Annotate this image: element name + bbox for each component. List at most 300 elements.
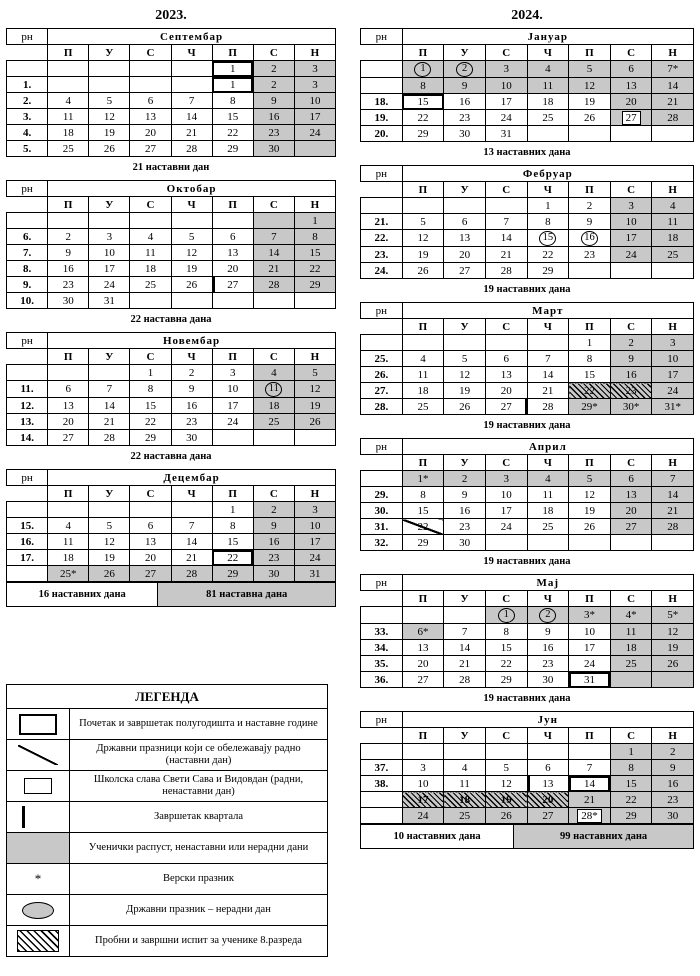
calendar-day-cell: 9 [569,214,611,230]
month-block [6,180,336,332]
calendar-day-cell: 21 [485,247,527,263]
weekday-header: Н [652,182,694,198]
calendar-day-cell: 14 [253,245,294,261]
calendar-day-cell: 2 [527,607,569,624]
calendar-day-cell: 3 [402,760,444,776]
calendar-day-cell: 1 [485,607,527,624]
calendar-day-cell: 17 [294,534,335,550]
calendar-day-cell: 8 [212,93,253,109]
legend-symbol [7,709,70,739]
calendar-day-cell: 1 [130,365,171,381]
calendar-day-cell: 27 [610,110,652,126]
calendar-day-cell [48,61,89,77]
calendar-day-cell: 5* [652,607,694,624]
calendar-day-cell: 30 [652,808,694,824]
week-number: 11. [7,381,48,398]
weekday-header: П [212,349,253,365]
calendar-day-cell: 4 [402,351,444,367]
week-number [361,607,403,624]
calendar-day-cell [212,293,253,309]
calendar-day-cell: 19 [569,94,611,110]
right-months-container [360,28,694,824]
weekday-header: С [485,455,527,471]
calendar-day-cell: 15 [402,503,444,519]
calendar-day-cell: 5 [294,365,335,381]
calendar-day-cell: 9 [652,760,694,776]
calendar-day-cell: 6* [402,624,444,640]
calendar-day-cell [610,535,652,551]
weekday-header: У [89,197,130,213]
week-number: 25. [361,351,403,367]
calendar-day-cell: 13 [48,398,89,414]
calendar-day-cell: 24 [212,414,253,430]
calendar-day-cell: 12 [89,534,130,550]
calendar-day-cell [294,430,335,446]
week-number: 27. [361,383,403,399]
table-row [361,624,694,640]
calendar-day-cell: 1 [610,744,652,760]
week-col-header: рн [7,470,48,486]
calendar-day-cell: 27 [130,141,171,157]
week-number: 31. [361,519,403,535]
weekday-header: У [444,455,486,471]
week-number [361,744,403,760]
calendar-day-cell [652,263,694,279]
calendar-day-cell: 12 [171,245,212,261]
calendar-day-cell: 1 [402,61,444,78]
calendar-day-cell: 22 [294,261,335,277]
month-table [360,438,694,551]
month-name: Новембар [48,333,336,349]
calendar-day-cell [212,430,253,446]
calendar-day-cell: 13 [130,534,171,550]
weekday-header: Н [652,455,694,471]
calendar-day-cell: 31 [89,293,130,309]
weekday-header: П [212,197,253,213]
calendar-day-cell: 21 [569,792,611,808]
table-row [7,550,336,566]
calendar-day-cell [212,213,253,229]
weekday-header: П [402,728,444,744]
table-row [7,398,336,414]
month-note: 19 наставних дана [483,284,571,295]
calendar-day-cell: 13 [402,640,444,656]
calendar-day-cell: 17 [652,367,694,383]
spacer-cell [361,455,403,471]
weekday-header: У [444,319,486,335]
week-number: 7. [7,245,48,261]
legend-symbol [7,926,70,956]
calendar-day-cell: 25 [527,519,569,535]
week-number: 26. [361,367,403,383]
month-note: 19 наставних дана [483,693,571,704]
weekday-header: У [89,349,130,365]
week-number [7,365,48,381]
spacer-cell [7,45,48,61]
table-row [361,744,694,760]
weekday-header: Ч [527,182,569,198]
month-table [360,574,694,688]
calendar-day-cell [171,61,212,77]
calendar-day-cell: 11 [130,245,171,261]
table-row [7,518,336,534]
table-row [361,383,694,399]
calendar-day-cell: 16 [171,398,212,414]
calendar-day-cell: 18 [253,398,294,414]
calendar-day-cell: 30 [444,126,486,142]
table-row [7,141,336,157]
right-total-first: 10 наставних дана [360,824,514,849]
table-row [361,776,694,792]
weekday-header: С [610,591,652,607]
calendar-day-cell: 4 [527,471,569,487]
calendar-day-cell: 5 [171,229,212,245]
table-row [7,430,336,446]
month-note: 19 наставних дана [483,556,571,567]
calendar-day-cell [171,502,212,518]
table-row [7,414,336,430]
month-name: Јануар [402,29,693,45]
calendar-day-cell: 7 [253,229,294,245]
weekday-header: Н [294,486,335,502]
calendar-day-cell: 21 [444,656,486,672]
calendar-day-cell [652,126,694,142]
calendar-day-cell: 19 [444,383,486,399]
calendar-day-cell: 28 [485,263,527,279]
week-number: 34. [361,640,403,656]
calendar-day-cell: 15 [402,94,444,110]
table-row [7,245,336,261]
calendar-day-cell: 8 [610,760,652,776]
table-row [361,399,694,415]
spacer-cell [361,45,403,61]
calendar-day-cell: 14 [527,367,569,383]
left-totals-row [6,582,336,607]
calendar-day-cell: 12 [569,487,611,503]
calendar-day-cell: 18 [652,230,694,247]
calendar-day-cell: 25 [48,141,89,157]
week-number: 8. [7,261,48,277]
legend-text: Државни празници који се обележавају радно (наставни дан) [96,743,301,767]
calendar-day-cell: 3 [610,198,652,214]
table-row [361,656,694,672]
table-row [7,277,336,293]
week-number: 9. [7,277,48,293]
calendar-day-cell: 11 [444,776,486,792]
calendar-day-cell: 6 [485,351,527,367]
week-number: 21. [361,214,403,230]
calendar-day-cell: 16 [253,109,294,125]
calendar-day-cell: 27 [48,430,89,446]
calendar-day-cell: 10 [610,214,652,230]
calendar-day-cell: 20 [48,414,89,430]
calendar-day-cell: 25 [253,414,294,430]
spacer-cell [361,319,403,335]
weekday-header: С [485,319,527,335]
calendar-day-cell: 26 [569,110,611,126]
table-row [361,351,694,367]
calendar-day-cell [444,335,486,351]
calendar-day-cell: 6 [610,471,652,487]
month-name: Мај [402,575,693,591]
calendar-day-cell: 18 [48,550,89,566]
calendar-day-cell: 21 [253,261,294,277]
weekday-header: Н [652,45,694,61]
calendar-day-cell: 19 [171,261,212,277]
calendar-day-cell: 31 [569,672,611,688]
calendar-day-cell: 1 [569,335,611,351]
week-number: 28. [361,399,403,415]
calendar-day-cell: 30 [444,535,486,551]
calendar-day-cell: 25 [527,110,569,126]
legend-item [7,926,327,956]
calendar-day-cell: 7 [485,214,527,230]
calendar-day-cell: 19 [89,550,130,566]
calendar-day-cell: 10 [485,487,527,503]
week-col-header: рн [7,29,48,45]
calendar-day-cell: 8 [212,518,253,534]
calendar-day-cell: 3 [212,365,253,381]
calendar-day-cell: 11 [48,109,89,125]
legend-item [7,864,327,895]
calendar-day-cell: 7 [444,624,486,640]
weekday-header: П [48,45,89,61]
weekday-header: С [253,45,294,61]
week-number: 6. [7,229,48,245]
calendar-day-cell: 5 [402,214,444,230]
spacer-cell [361,591,403,607]
calendar-day-cell: 9 [48,245,89,261]
calendar-day-cell [402,198,444,214]
month-note: 22 наставна дана [130,314,212,325]
weekday-header: С [610,319,652,335]
calendar-day-cell: 7 [652,471,694,487]
spacer-cell [7,486,48,502]
calendar-day-cell [130,77,171,93]
weekday-header: Н [652,319,694,335]
week-number: 16. [7,534,48,550]
calendar-day-cell: 31 [485,126,527,142]
calendar-day-cell: 13 [485,367,527,383]
legend-item [7,709,327,740]
calendar-day-cell [652,672,694,688]
week-number: 5. [7,141,48,157]
weekday-header: С [253,197,294,213]
month-block [6,28,336,180]
calendar-day-cell: 5 [569,471,611,487]
calendar-day-cell: 16 [48,261,89,277]
calendar-day-cell: 28 [89,430,130,446]
weekday-header: Ч [527,319,569,335]
calendar-day-cell: 26 [171,277,212,293]
right-totals-row [360,824,694,849]
calendar-day-cell: 7 [89,381,130,398]
month-table [360,165,694,279]
calendar-day-cell [485,335,527,351]
calendar-day-cell: 6 [444,214,486,230]
table-row [361,672,694,688]
week-number: 24. [361,263,403,279]
calendar-day-cell: 14 [171,534,212,550]
table-row [361,335,694,351]
calendar-day-cell: 10 [485,78,527,94]
month-block [360,165,694,302]
calendar-day-cell: 25 [130,277,171,293]
calendar-day-cell: 20 [610,503,652,519]
month-block [6,469,336,582]
weekday-header: Ч [171,349,212,365]
calendar-day-cell: 17 [610,230,652,247]
calendar-day-cell: 17 [294,109,335,125]
weekday-header: С [610,455,652,471]
table-row [7,502,336,518]
calendar-day-cell: 19 [402,247,444,263]
calendar-day-cell: 15 [130,398,171,414]
weekday-header: С [130,45,171,61]
calendar-day-cell: 1 [212,502,253,518]
calendar-day-cell: 2 [610,335,652,351]
calendar-day-cell [253,213,294,229]
calendar-day-cell: 20 [485,383,527,399]
calendar-day-cell: 10 [89,245,130,261]
table-row [361,487,694,503]
weekday-header: С [130,349,171,365]
calendar-day-cell: 22 [527,247,569,263]
week-number: 23. [361,247,403,263]
table-row [7,261,336,277]
calendar-day-cell: 2 [253,502,294,518]
calendar-day-cell: 14 [171,109,212,125]
diagonal-line-icon [18,745,58,765]
table-row [7,93,336,109]
week-number [361,61,403,78]
week-number: 10. [7,293,48,309]
weekday-header: У [89,486,130,502]
calendar-day-cell: 8 [569,351,611,367]
calendar-day-cell: 24 [294,550,335,566]
calendar-day-cell [89,502,130,518]
spacer-cell [361,182,403,198]
right-total-second: 99 наставних дана [514,824,694,849]
calendar-day-cell [444,607,486,624]
weekday-header: П [569,728,611,744]
calendar-day-cell [130,61,171,77]
calendar-day-cell: 7 [527,351,569,367]
calendar-day-cell: 11 [652,214,694,230]
weekday-header: П [402,45,444,61]
calendar-day-cell: 2 [48,229,89,245]
calendar-day-cell: 17 [212,398,253,414]
calendar-day-cell: 24 [485,110,527,126]
week-number: 2. [7,93,48,109]
calendar-day-cell [253,293,294,309]
calendar-day-cell: 30 [48,293,89,309]
legend-item [7,833,327,864]
month-name: Јун [402,712,693,728]
calendar-day-cell: 29 [527,263,569,279]
calendar-day-cell: 11 [527,487,569,503]
calendar-day-cell: 30 [253,566,294,582]
calendar-day-cell: 27 [527,808,569,824]
month-name: Септембар [48,29,336,45]
calendar-day-cell [485,198,527,214]
table-row [7,381,336,398]
week-col-header: рн [361,575,403,591]
weekday-header: Н [652,591,694,607]
weekday-header: П [48,486,89,502]
weekday-header: С [130,486,171,502]
quarter-bar-icon [22,806,55,828]
weekday-header: П [402,182,444,198]
month-table [360,28,694,142]
calendar-day-cell: 5 [569,61,611,78]
calendar-day-cell: 22 [485,656,527,672]
month-name: Децембар [48,470,336,486]
calendar-day-cell: 11 [402,367,444,383]
calendar-day-cell [402,335,444,351]
calendar-day-cell: 10 [652,351,694,367]
weekday-header: У [444,182,486,198]
calendar-day-cell: 13 [444,230,486,247]
calendar-day-cell [569,535,611,551]
week-number: 3. [7,109,48,125]
calendar-day-cell: 4 [48,518,89,534]
calendar-day-cell [89,365,130,381]
calendar-day-cell: 16 [444,503,486,519]
calendar-day-cell: 5 [444,351,486,367]
calendar-day-cell: 19 [294,398,335,414]
month-table [6,332,336,446]
calendar-day-cell [402,744,444,760]
calendar-day-cell: 4 [253,365,294,381]
weekday-header: П [402,591,444,607]
calendar-day-cell: 22 [402,110,444,126]
week-number [361,335,403,351]
calendar-day-cell: 15 [212,534,253,550]
weekday-header: П [569,455,611,471]
left-total-first: 16 наставних дана [6,582,158,607]
calendar-day-cell: 2 [171,365,212,381]
legend-box [6,684,328,957]
calendar-day-cell [402,607,444,624]
table-row [361,503,694,519]
calendar-day-cell: 24 [89,277,130,293]
calendar-day-cell: 8 [485,624,527,640]
week-number: 22. [361,230,403,247]
calendar-day-cell: 4 [48,93,89,109]
table-row [361,640,694,656]
legend-text: Почетак и завршетак полугодишта и наставне године [79,717,318,729]
calendar-day-cell: 22 [610,792,652,808]
weekday-header: П [48,197,89,213]
table-row [7,566,336,582]
calendar-day-cell: 13 [527,776,569,792]
legend-symbol [7,864,70,894]
weekday-header: П [402,319,444,335]
calendar-day-cell: 23 [652,792,694,808]
calendar-day-cell: 11 [527,78,569,94]
calendar-day-cell: 26 [652,656,694,672]
table-row [361,263,694,279]
calendar-day-cell: 30 [171,430,212,446]
calendar-day-cell: 27 [444,263,486,279]
calendar-day-cell: 17 [402,792,444,808]
asterisk-icon: * [34,871,42,887]
table-row [7,109,336,125]
year-title-left: 2023. [155,8,187,23]
weekday-header: Ч [527,591,569,607]
month-table [6,180,336,309]
